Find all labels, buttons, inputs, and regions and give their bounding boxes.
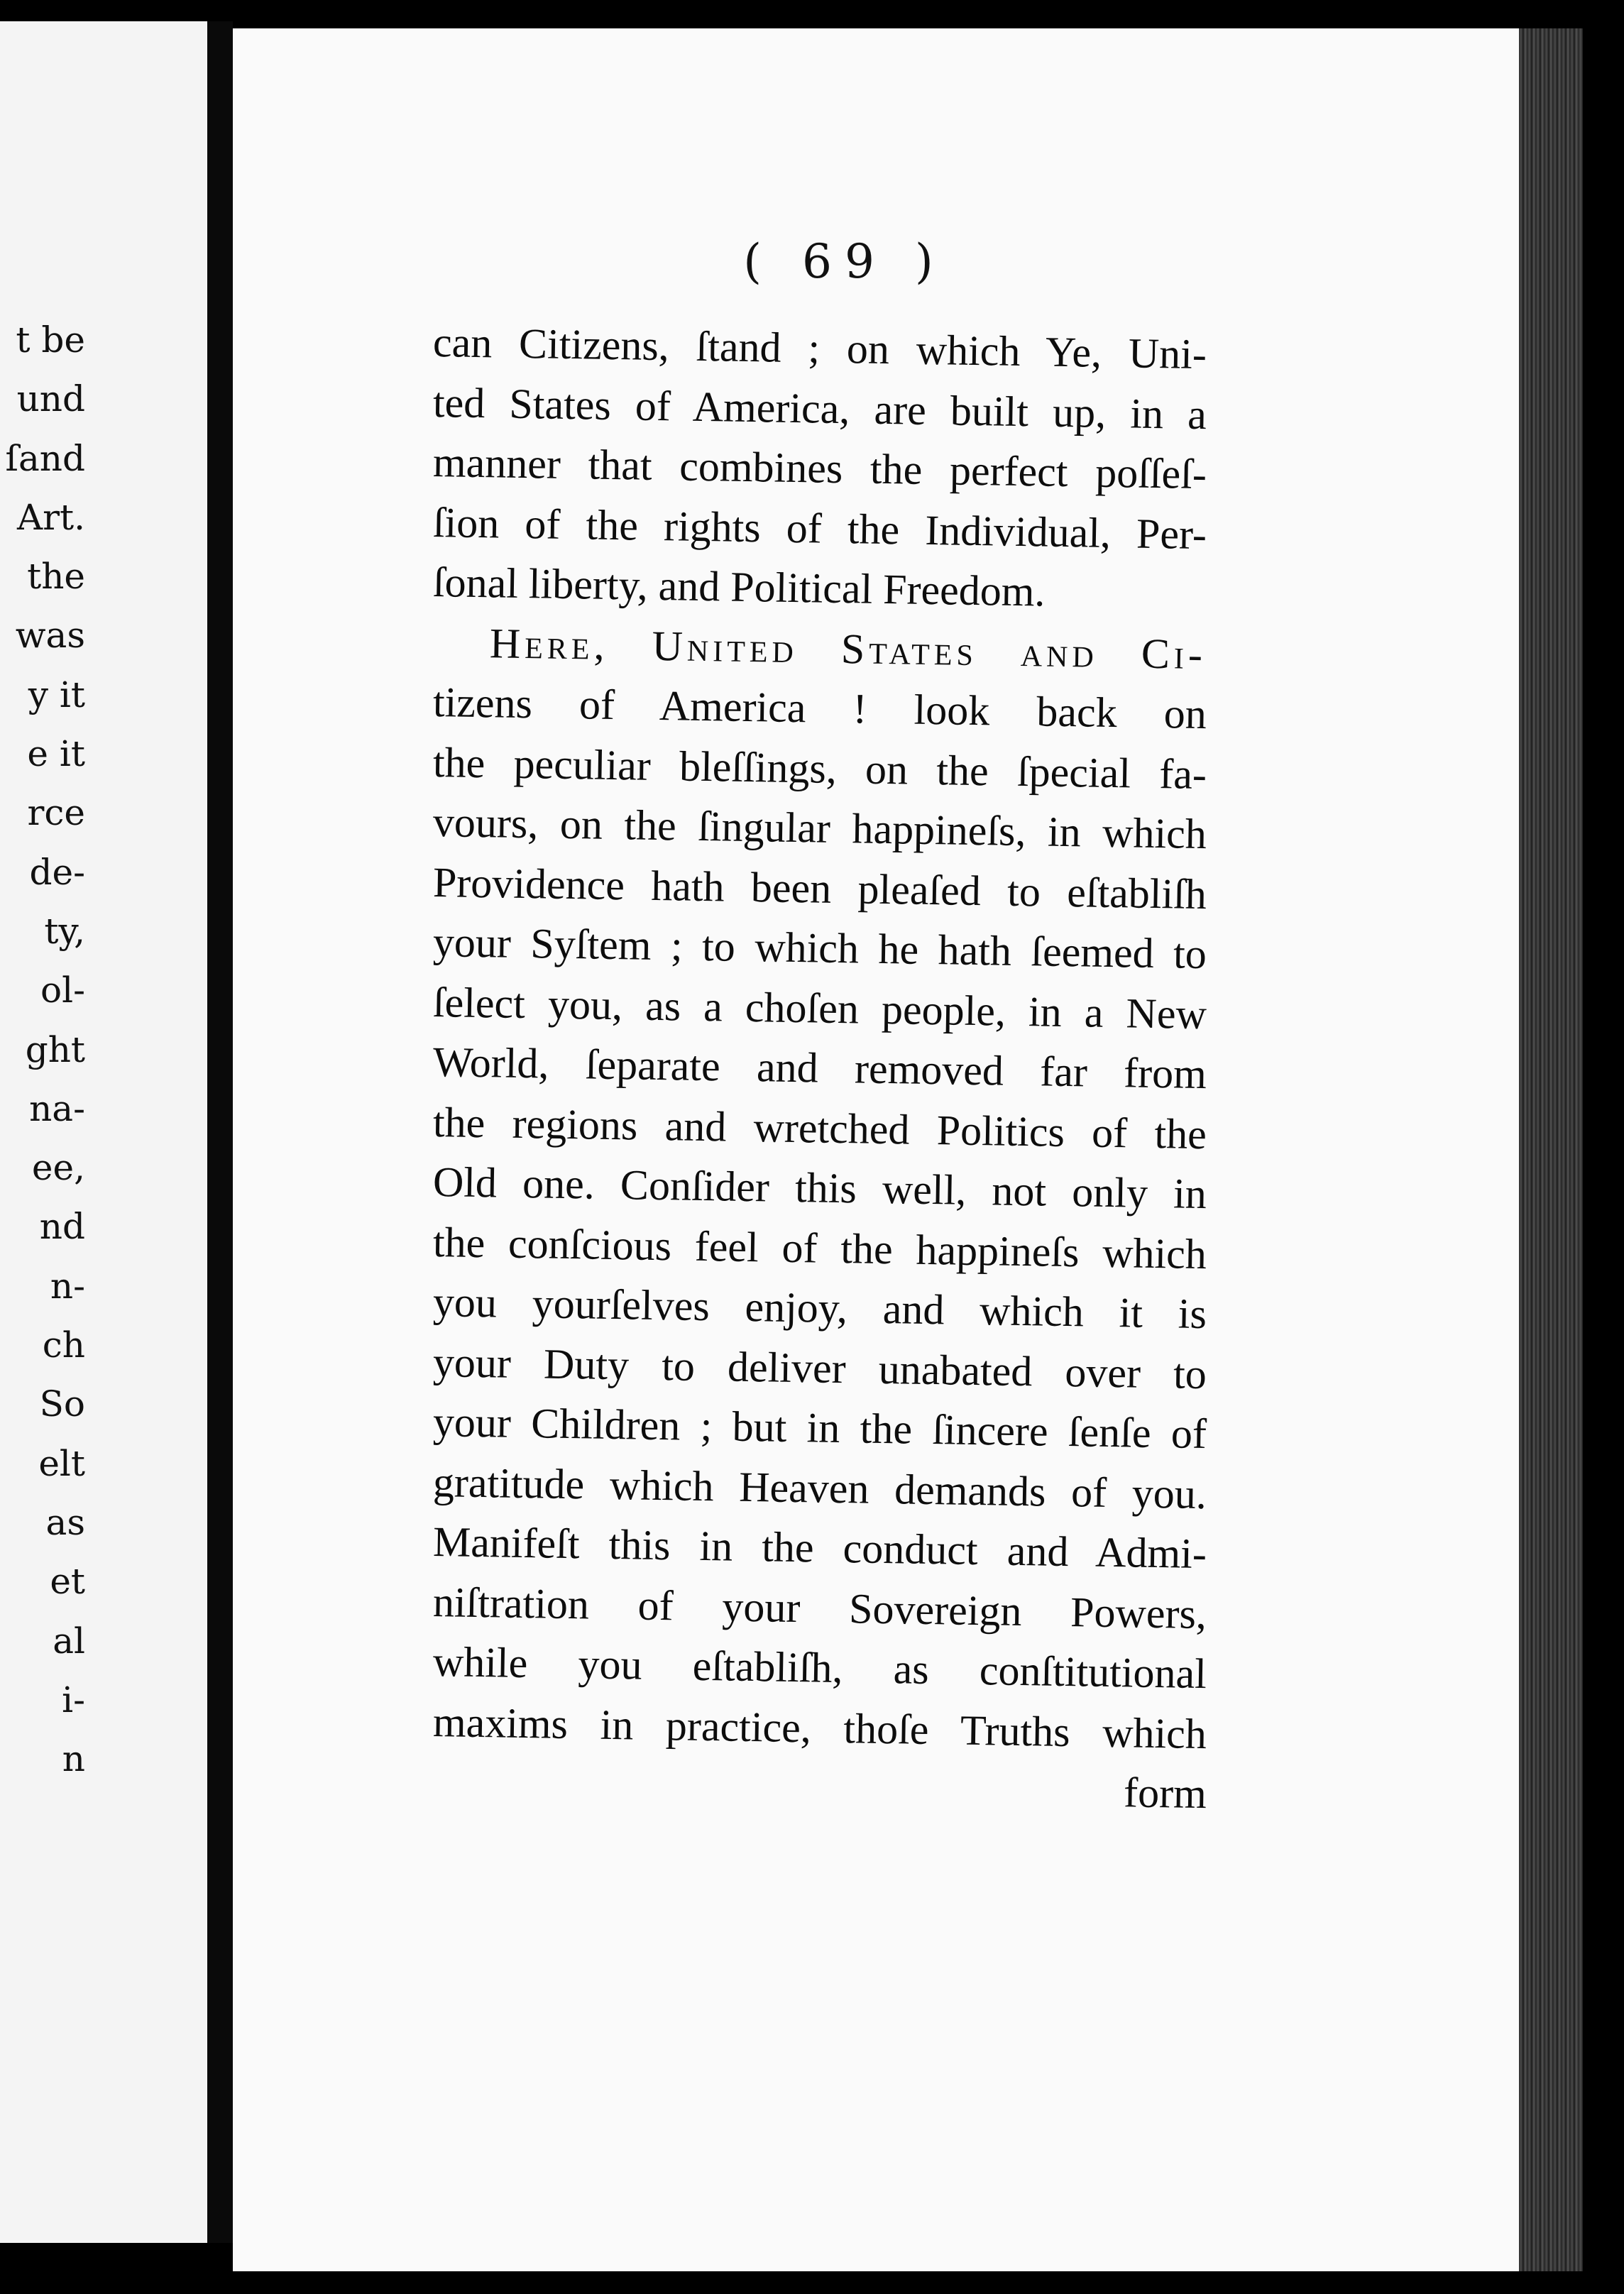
left-page-line-fragments <box>0 311 85 1789</box>
text-line: can Citizens, ſtand ; on which Ye, Uni- <box>432 319 1207 378</box>
text-line: the conſcious feel of the happineſs which <box>432 1218 1207 1278</box>
page-number: ( 69 ) <box>743 234 946 289</box>
text-line: tizens of America ! look back on <box>432 679 1207 738</box>
text-line: maxims in practice, thoſe Truths which <box>432 1698 1207 1757</box>
left-fragment: ee, <box>31 1147 85 1189</box>
text-line: Old one. Conſider this well, not only in <box>432 1158 1207 1218</box>
left-fragment: was <box>15 615 85 657</box>
text-line: Manifeſt this in the conduct and Admi- <box>432 1518 1207 1578</box>
left-fragment: n- <box>50 1265 85 1307</box>
left-fragment: de- <box>29 851 85 893</box>
text-line: the regions and wretched Politics of the <box>432 1098 1207 1158</box>
book-gutter <box>207 21 233 2243</box>
text-line: while you eſtabliſh, as conſtitutional <box>432 1638 1207 1698</box>
text-line: Here, United States and Ci- <box>489 619 1207 678</box>
text-line: Providence hath been pleaſed to eſtabliſh <box>432 858 1207 918</box>
left-fragment: ſand <box>5 437 85 479</box>
text-line: niſtration of your Sovereign Powers, <box>432 1578 1207 1637</box>
left-fragment: rce <box>27 792 85 834</box>
left-fragment: nd <box>39 1206 85 1248</box>
left-fragment: the <box>27 556 85 598</box>
left-fragment: al <box>53 1620 85 1662</box>
left-fragment: n <box>62 1738 85 1780</box>
text-line: ted States of America, are built up, in a <box>432 378 1207 438</box>
page-edge-stack <box>1519 28 1583 2271</box>
text-line: ſelect you, as a choſen people, in a New <box>432 978 1207 1038</box>
left-fragment: i- <box>62 1679 85 1720</box>
text-line: ſonal liberty, and Political Freedom. <box>432 559 1046 615</box>
text-line: your Duty to deliver unabated over to <box>432 1338 1207 1398</box>
text-line: you yourſelves enjoy, and which it is <box>432 1278 1207 1338</box>
left-fragment: und <box>16 378 85 420</box>
text-line: World, ſeparate and removed far from <box>432 1038 1207 1098</box>
left-fragment: So <box>39 1383 85 1425</box>
left-fragment: y it <box>28 674 85 715</box>
text-line: manner that combines the perfect poſſeſ- <box>432 439 1207 498</box>
text-line: your Syſtem ; to which he hath ſeemed to <box>432 918 1207 978</box>
left-fragment: ty, <box>44 910 85 952</box>
text-line: the peculiar bleſſings, on the ſpecial fa- <box>432 738 1207 798</box>
left-fragment: e it <box>27 733 85 775</box>
left-fragment: Art. <box>17 496 85 538</box>
page-body-text <box>432 312 1207 1818</box>
left-fragment: t be <box>16 319 85 361</box>
left-fragment: et <box>50 1561 85 1603</box>
text-line: your Children ; but in the ſincere ſenſe of <box>432 1398 1207 1458</box>
left-fragment: ch <box>42 1324 85 1366</box>
left-fragment: na- <box>29 1087 85 1129</box>
text-line: gratitude which Heaven demands of you. <box>432 1458 1207 1518</box>
left-facing-page <box>0 21 207 2243</box>
left-fragment: ol- <box>40 970 85 1011</box>
catchword: form <box>1123 1769 1207 1818</box>
left-fragment: elt <box>38 1442 85 1484</box>
left-fragment: as <box>45 1501 85 1543</box>
text-line: vours, on the ſingular happineſs, in which <box>432 798 1207 858</box>
text-line: ſion of the rights of the Individual, Per- <box>432 498 1207 558</box>
left-fragment: ght <box>25 1028 85 1070</box>
